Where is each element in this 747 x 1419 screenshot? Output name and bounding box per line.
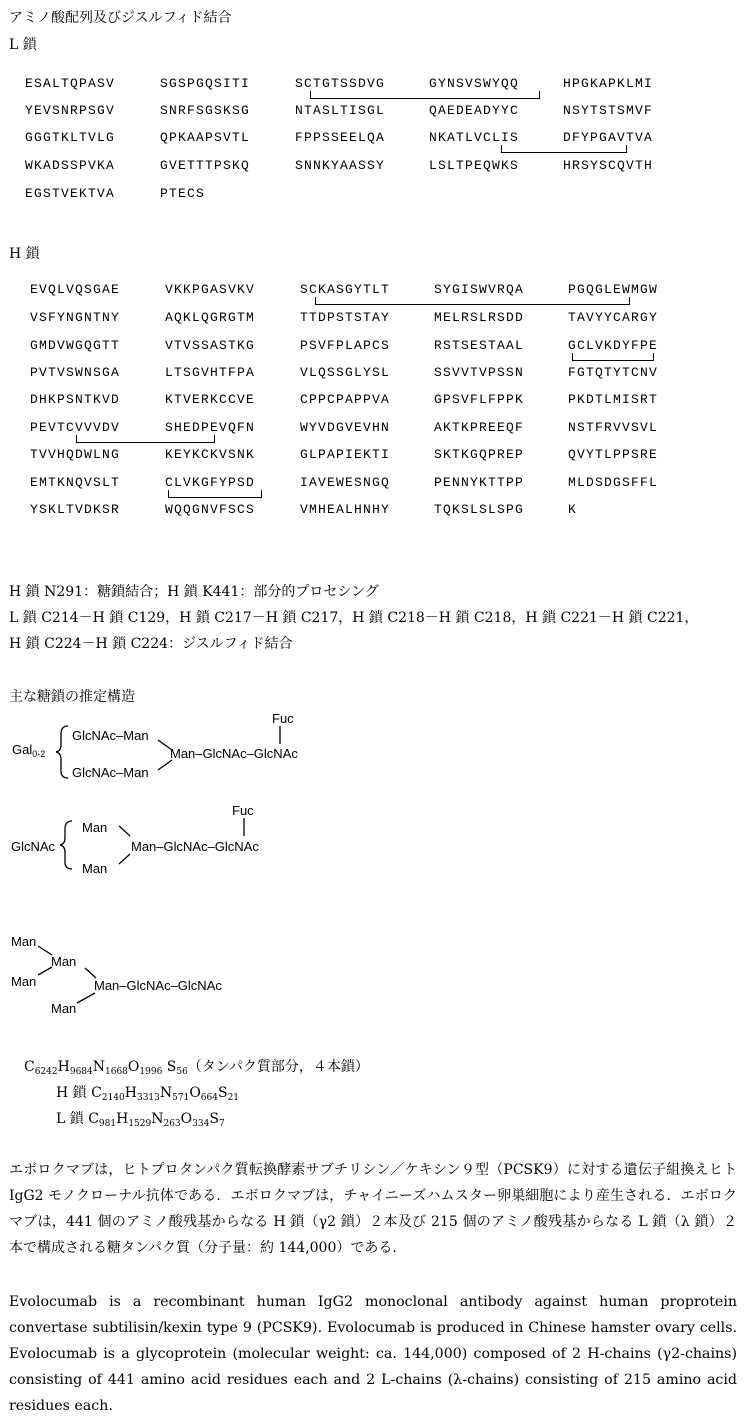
seq-block: GPSVFLFPPK bbox=[434, 392, 525, 407]
glycan-mannose: Man bbox=[51, 954, 77, 969]
seq-block: HPGKAPKLMI bbox=[563, 76, 654, 91]
glycan-core: Man–GlcNAc–GlcNAc bbox=[131, 839, 259, 854]
seq-block: PEVTCVVVDV bbox=[30, 420, 121, 435]
glycan-branch-lower: Man bbox=[82, 861, 108, 876]
seq-block: VLQSSGLYSL bbox=[300, 365, 391, 380]
seq-block: PSVFPLAPCS bbox=[300, 338, 391, 353]
seq-block: EVQLVQSGAE bbox=[30, 282, 121, 297]
glycan-branch-lower: GlcNAc–Man bbox=[72, 765, 149, 780]
seq-block: GLPAPIEKTI bbox=[300, 447, 391, 462]
seq-block: EMTKNQVSLT bbox=[30, 475, 121, 490]
seq-block: DHKPSNTKVD bbox=[30, 392, 121, 407]
seq-block: TVVHQDWLNG bbox=[30, 447, 121, 462]
seq-block: PVTVSWNSGA bbox=[30, 365, 121, 380]
seq-block: SGSPGQSITI bbox=[160, 76, 251, 91]
seq-block: HRSYSCQVTH bbox=[563, 158, 654, 173]
seq-block: PENNYKTTPP bbox=[434, 475, 525, 490]
seq-block: SSVVTVPSSN bbox=[434, 365, 525, 380]
description-english: Evolocumab is a recombinant human IgG2 monoclonal antibody against human proprotein convertase subtilisin/kexin type 9 (PCSK9). Evolocumab is produced in Chinese hamster ovary cells. Evolocumab is a glycoprotein (molecular weight: ca. 144,000) composed of 2 H-chains (γ2-chains) consisting of 441 amino acid residues each and 2 L-chains (λ-chains) consisting of 215 amino acid residues each. bbox=[9, 1294, 737, 1414]
seq-block: MLDSDGSFFL bbox=[568, 475, 659, 490]
seq-block: GYNSVSWYQQ bbox=[429, 76, 520, 91]
seq-block: AQKLQGRGTM bbox=[165, 310, 256, 325]
formula-subscript: 2140 bbox=[101, 1093, 125, 1103]
seq-block: QAEDEADYYC bbox=[429, 103, 520, 118]
seq-block: YEVSNRPSGV bbox=[25, 103, 116, 118]
seq-block: KEYKCKVSNK bbox=[165, 447, 256, 462]
seq-block: LTSGVHTFPA bbox=[165, 365, 256, 380]
seq-block: VTVSSASTKG bbox=[165, 338, 256, 353]
seq-block: SNNKYAASSY bbox=[295, 158, 386, 173]
seq-block: WQQGNVFSCS bbox=[165, 502, 256, 517]
molecular-formula-l-chain: L 鎖 $C_{981}H_{1529}N_{263}O_{334}S_7$ bbox=[56, 1111, 225, 1129]
formula-subscript: 664 bbox=[200, 1093, 218, 1103]
seq-block: NKATLVCLIS bbox=[429, 130, 520, 145]
glycan-branch-upper: Man bbox=[82, 820, 108, 835]
molecular-formula-total: $C_{6242}H_{9684}N_{1668}O_{1996}$ $S_{56}$（タンパク質部分，４本鎖） bbox=[24, 1059, 369, 1077]
seq-block: YSKLTVDKSR bbox=[30, 502, 121, 517]
seq-block: FGTQTYTCNV bbox=[568, 365, 659, 380]
formula-subscript: 21 bbox=[227, 1093, 240, 1103]
glycan-heading: 主な糖鎖の推定構造 bbox=[9, 689, 135, 705]
formula-chain-label: L 鎖 bbox=[56, 1111, 84, 1127]
seq-block: LSLTPEQWKS bbox=[429, 158, 520, 173]
seq-block: QPKAAPSVTL bbox=[160, 130, 251, 145]
seq-block: NSTFRVVSVL bbox=[568, 420, 659, 435]
formula-subscript: 263 bbox=[163, 1119, 181, 1129]
seq-block: SCKASGYTLT bbox=[300, 282, 391, 297]
seq-block: PGQGLEWMGW bbox=[568, 282, 659, 297]
seq-block: GGGTKLTVLG bbox=[25, 130, 116, 145]
seq-block: EGSTVEKTVA bbox=[25, 186, 116, 201]
formula-subscript: 1996 bbox=[139, 1067, 163, 1077]
seq-block: NTASLTISGL bbox=[295, 103, 386, 118]
seq-block: TAVYYCARGY bbox=[568, 310, 659, 325]
formula-subscript: 9684 bbox=[69, 1067, 93, 1077]
seq-block: VSFYNGNTNY bbox=[30, 310, 121, 325]
l-chain-label: L 鎖 bbox=[9, 37, 37, 53]
formula-note: （タンパク質部分，４本鎖） bbox=[187, 1059, 369, 1075]
glycan-glcnac-label: GlcNAc bbox=[11, 839, 56, 854]
gal-text: Gal bbox=[12, 742, 33, 757]
seq-block: GCLVKDYFPE bbox=[568, 338, 659, 353]
seq-block: PTECS bbox=[160, 186, 206, 201]
seq-block: PKDTLMISRT bbox=[568, 392, 659, 407]
glycan-branch-upper: GlcNAc–Man bbox=[72, 728, 149, 743]
glycan-mannose: Man bbox=[11, 934, 37, 949]
seq-block: TQKSLSLSPG bbox=[434, 502, 525, 517]
glycan-mannose: Man bbox=[51, 1001, 77, 1016]
formula-subscript: 56 bbox=[176, 1067, 188, 1077]
seq-block: CLVKGFYPSD bbox=[165, 475, 256, 490]
seq-block: NSYTSTSMVF bbox=[563, 103, 654, 118]
seq-block: QVYTLPPSRE bbox=[568, 447, 659, 462]
modification-note: H 鎖 N291：糖鎖結合；H 鎖 K441：部分的プロセシング bbox=[9, 584, 379, 600]
formula-subscript: 1668 bbox=[105, 1067, 128, 1077]
formula-subscript: 3313 bbox=[136, 1093, 160, 1103]
seq-block: FPPSSEELQA bbox=[295, 130, 386, 145]
seq-block: ESALTQPASV bbox=[25, 76, 116, 91]
seq-block: DFYPGAVTVA bbox=[563, 130, 654, 145]
seq-block: SCTGTSSDVG bbox=[295, 76, 386, 91]
molecular-formula-h-chain: H 鎖 $C_{2140}H_{3313}N_{571}O_{664}S_{21}$ bbox=[56, 1085, 240, 1103]
formula-subscript: 571 bbox=[172, 1093, 190, 1103]
formula-chain-label: H 鎖 bbox=[56, 1085, 87, 1101]
seq-block: WYVDGVEVHN bbox=[300, 420, 391, 435]
seq-block: SNRFSGSKSG bbox=[160, 103, 251, 118]
glycan-core: Man–GlcNAc–GlcNAc bbox=[94, 978, 222, 993]
formula-subscript: 6242 bbox=[34, 1067, 58, 1077]
seq-block: AKTKPREEQF bbox=[434, 420, 525, 435]
disulfide-note: L 鎖 C214－H 鎖 C129，H 鎖 C217－H 鎖 C217，H 鎖 C218－H 鎖 C218，H 鎖 C221－H 鎖 C221， bbox=[9, 610, 699, 626]
seq-block: CPPCPAPPVA bbox=[300, 392, 391, 407]
glycan-fucose: Fuc bbox=[272, 711, 294, 726]
seq-block: VKKPGASVKV bbox=[165, 282, 256, 297]
glycan-core: Man–GlcNAc–GlcNAc bbox=[170, 746, 298, 761]
glycan-gal-label bbox=[12, 742, 45, 759]
gal-subscript: 0-2 bbox=[32, 749, 46, 759]
glycan-fucose: Fuc bbox=[232, 803, 254, 818]
disulfide-note: H 鎖 C224－H 鎖 C224：ジスルフィド結合 bbox=[9, 636, 293, 652]
seq-block: RSTSESTAAL bbox=[434, 338, 525, 353]
seq-block: GMDVWGQGTT bbox=[30, 338, 121, 353]
seq-block: IAVEWESNGQ bbox=[300, 475, 391, 490]
seq-block: WKADSSPVKA bbox=[25, 158, 116, 173]
seq-block: SYGISWVRQA bbox=[434, 282, 525, 297]
seq-block: SHEDPEVQFN bbox=[165, 420, 256, 435]
seq-block: VMHEALHNHY bbox=[300, 502, 391, 517]
seq-block: KTVERKCCVE bbox=[165, 392, 256, 407]
formula-subscript: 7 bbox=[218, 1119, 225, 1129]
seq-block: MELRSLRSDD bbox=[434, 310, 525, 325]
formula-subscript: 334 bbox=[192, 1119, 210, 1129]
seq-block: SKTKGQPREP bbox=[434, 447, 525, 462]
seq-block: K bbox=[568, 502, 578, 517]
seq-block: TTDPSTSTAY bbox=[300, 310, 391, 325]
formula-subscript: 1529 bbox=[128, 1119, 152, 1129]
description-japanese: エボロクマブは，ヒトプロタンパク質転換酵素サブチリシン／ケキシン９型（PCSK9）に対する遺伝子組換えヒト IgG2 モノクローナル抗体である．エボロクマブは，チャイニーズハムスター卵巣細胞により産生される．エボロクマブは，441 個のアミノ酸残基からなる H 鎖（γ2 鎖）２本及び 215 個のアミノ酸残基からなる L 鎖（λ 鎖）２本で構成される糖タンパク質（分子量：約 144,000）である． bbox=[9, 1162, 737, 1256]
h-chain-label: H 鎖 bbox=[9, 246, 40, 262]
page-title: アミノ酸配列及びジスルフィド結合 bbox=[9, 10, 232, 26]
glycan-mannose: Man bbox=[11, 974, 37, 989]
seq-block: GVETTTPSKQ bbox=[160, 158, 251, 173]
formula-subscript: 981 bbox=[98, 1119, 117, 1129]
